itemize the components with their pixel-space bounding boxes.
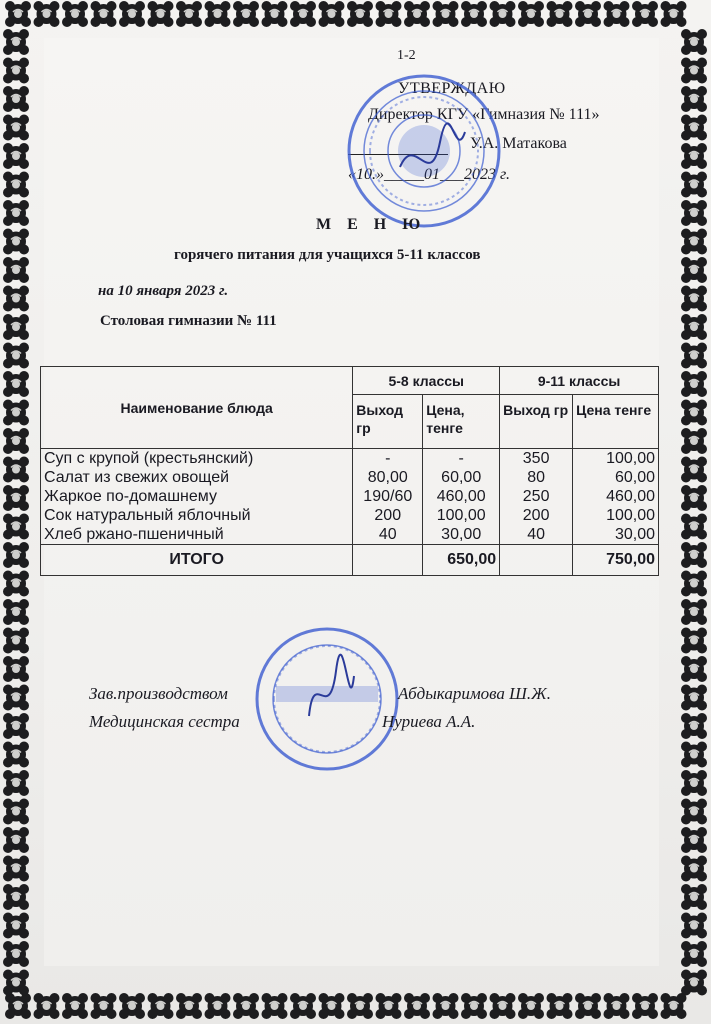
- border-ornament: [681, 742, 707, 768]
- border-ornament: [3, 485, 29, 511]
- border-ornament: [3, 343, 29, 369]
- border-ornament: [3, 86, 29, 112]
- border-ornament: [3, 827, 29, 853]
- border-ornament: [3, 115, 29, 141]
- border-ornament: [148, 1, 174, 27]
- border-ornament: [3, 770, 29, 796]
- border-ornament: [3, 314, 29, 340]
- border-ornament: [3, 172, 29, 198]
- border-ornament: [176, 993, 202, 1019]
- border-ornament: [632, 1, 658, 27]
- column-header-dish: Наименование блюда: [41, 367, 353, 449]
- border-ornament: [681, 286, 707, 312]
- cell-value: 100,00: [606, 450, 655, 467]
- border-ornament: [681, 371, 707, 397]
- cell-value: 100,00: [606, 507, 655, 524]
- border-ornament: [681, 628, 707, 654]
- menu-table: [40, 366, 659, 576]
- border-ornament: [681, 542, 707, 568]
- border-ornament: [681, 856, 707, 882]
- border-ornament: [347, 1, 373, 27]
- border-ornament: [490, 993, 516, 1019]
- border-ornament: [148, 993, 174, 1019]
- border-ornament: [547, 993, 573, 1019]
- border-ornament: [604, 993, 630, 1019]
- border-ornament: [3, 58, 29, 84]
- border-ornament: [681, 514, 707, 540]
- production-name: Абдыкаримова Ш.Ж.: [398, 684, 551, 703]
- nurse-name: Нуриева А.А.: [382, 712, 476, 731]
- border-ornament: [681, 86, 707, 112]
- border-ornament: [681, 143, 707, 169]
- cell-value: 100,00: [436, 507, 486, 524]
- official-seal-stamp: [345, 72, 503, 230]
- border-ornament: [3, 713, 29, 739]
- border-ornament: [233, 1, 259, 27]
- border-ornament: [3, 970, 29, 996]
- canteen-name: Столовая гимназии № 111: [100, 313, 277, 329]
- border-ornament: [3, 742, 29, 768]
- border-ornament: [681, 428, 707, 454]
- border-ornament: [661, 1, 687, 27]
- table-row: Салат из свежих овощей: [44, 469, 230, 486]
- table-body-row: [41, 449, 659, 545]
- border-ornament: [404, 993, 430, 1019]
- cell-value: 190/60: [363, 488, 413, 505]
- border-ornament: [681, 656, 707, 682]
- border-ornament: [205, 993, 231, 1019]
- cell-value: 40: [378, 526, 397, 543]
- border-ornament: [62, 1, 88, 27]
- border-ornament: [661, 993, 687, 1019]
- border-ornament: [681, 770, 707, 796]
- border-ornament: [3, 229, 29, 255]
- cell-value: -: [385, 450, 391, 467]
- column-group-5-8: 5-8 классы: [353, 367, 500, 395]
- cell-value: 60,00: [441, 469, 482, 486]
- yield-a-cell: [353, 449, 423, 545]
- column-header-price-a: Цена, тенге: [423, 395, 500, 449]
- border-ornament: [681, 571, 707, 597]
- border-ornament: [5, 993, 31, 1019]
- column-group-9-11: 9-11 классы: [500, 367, 659, 395]
- empty-cell: [500, 545, 573, 576]
- cell-value: 80,00: [367, 469, 408, 486]
- yield-b-cell: [500, 449, 573, 545]
- border-ornament: [3, 656, 29, 682]
- price-b-cell: [573, 449, 659, 545]
- border-ornament: [205, 1, 231, 27]
- border-ornament: [681, 257, 707, 283]
- border-ornament: [3, 941, 29, 967]
- cell-value: -: [458, 450, 464, 467]
- border-ornament: [681, 115, 707, 141]
- border-ornament: [547, 1, 573, 27]
- border-ornament: [604, 1, 630, 27]
- border-ornament: [681, 400, 707, 426]
- border-ornament: [3, 200, 29, 226]
- border-ornament: [632, 993, 658, 1019]
- production-role: Зав.производством: [89, 684, 228, 703]
- border-ornament: [681, 172, 707, 198]
- menu-subtitle: горячего питания для учащихся 5-11 классов: [174, 247, 481, 263]
- border-ornament: [3, 371, 29, 397]
- border-ornament: [376, 993, 402, 1019]
- total-price-b: 750,00: [573, 545, 659, 576]
- cell-value: 40: [527, 526, 546, 543]
- border-ornament: [3, 428, 29, 454]
- chef-seal-stamp: [254, 626, 400, 772]
- cell-value: 200: [374, 507, 402, 524]
- border-ornament: [3, 599, 29, 625]
- border-ornament: [461, 993, 487, 1019]
- price-a-cell: [423, 449, 500, 545]
- border-ornament: [376, 1, 402, 27]
- border-ornament: [3, 457, 29, 483]
- border-ornament: [3, 913, 29, 939]
- border-ornament: [575, 1, 601, 27]
- table-row: Суп с крупой (крестьянский): [44, 450, 254, 467]
- border-ornament: [5, 1, 31, 27]
- border-ornament: [3, 514, 29, 540]
- border-ornament: [575, 993, 601, 1019]
- table-header-row: [41, 367, 659, 395]
- border-ornament: [681, 941, 707, 967]
- border-ornament: [681, 314, 707, 340]
- cell-value: 60,00: [614, 469, 655, 486]
- border-ornament: [3, 856, 29, 882]
- border-ornament: [3, 799, 29, 825]
- border-ornament: [3, 571, 29, 597]
- cell-value: 250: [522, 488, 550, 505]
- border-ornament: [681, 913, 707, 939]
- border-ornament: [3, 29, 29, 55]
- menu-title: М Е Н Ю: [316, 216, 427, 233]
- border-ornament: [262, 1, 288, 27]
- border-ornament: [3, 257, 29, 283]
- border-ornament: [3, 685, 29, 711]
- cell-value: 460,00: [436, 488, 486, 505]
- border-ornament: [681, 884, 707, 910]
- border-ornament: [681, 343, 707, 369]
- border-ornament: [681, 29, 707, 55]
- border-ornament: [3, 884, 29, 910]
- border-ornament: [681, 229, 707, 255]
- menu-date: на 10 января 2023 г.: [98, 283, 229, 299]
- table-row: Жаркое по-домашнему: [44, 488, 217, 505]
- border-ornament: [681, 713, 707, 739]
- document-number: 1-2: [397, 48, 416, 63]
- border-ornament: [290, 993, 316, 1019]
- border-ornament: [119, 1, 145, 27]
- approve-heading: УТВЕРЖДАЮ: [398, 80, 506, 97]
- border-ornament: [233, 993, 259, 1019]
- empty-cell: [353, 545, 423, 576]
- border-ornament: [176, 1, 202, 27]
- border-ornament: [681, 200, 707, 226]
- cell-value: 200: [522, 507, 550, 524]
- cell-value: 30,00: [614, 526, 655, 543]
- border-ornament: [347, 993, 373, 1019]
- border-ornament: [3, 542, 29, 568]
- border-ornament: [681, 457, 707, 483]
- border-ornament: [461, 1, 487, 27]
- border-ornament: [3, 628, 29, 654]
- border-ornament: [262, 993, 288, 1019]
- border-ornament: [34, 1, 60, 27]
- border-ornament: [518, 1, 544, 27]
- column-header-yield-a: Выход гр: [353, 395, 423, 449]
- border-ornament: [518, 993, 544, 1019]
- border-ornament: [433, 993, 459, 1019]
- border-ornament: [319, 1, 345, 27]
- cell-value: 30,00: [441, 526, 482, 543]
- dish-names-cell: [41, 449, 353, 545]
- approval-date: «10.»_____01___2023 г.: [348, 166, 511, 183]
- border-ornament: [433, 1, 459, 27]
- border-ornament: [681, 58, 707, 84]
- total-row: [41, 545, 659, 576]
- border-ornament: [681, 685, 707, 711]
- border-ornament: [681, 485, 707, 511]
- border-ornament: [681, 970, 707, 996]
- nurse-role: Медицинская сестра: [89, 712, 240, 731]
- cell-value: 80: [527, 469, 546, 486]
- border-ornament: [681, 799, 707, 825]
- border-ornament: [319, 993, 345, 1019]
- border-ornament: [3, 286, 29, 312]
- border-ornament: [34, 993, 60, 1019]
- border-ornament: [290, 1, 316, 27]
- total-label: ИТОГО: [41, 545, 353, 576]
- cell-value: 460,00: [606, 488, 655, 505]
- border-ornament: [404, 1, 430, 27]
- cell-value: 350: [522, 450, 550, 467]
- border-ornament: [490, 1, 516, 27]
- border-ornament: [681, 827, 707, 853]
- director-title: Директор КГУ «Гимназия № 111»: [368, 106, 600, 123]
- border-ornament: [3, 143, 29, 169]
- total-price-a: 650,00: [423, 545, 500, 576]
- border-ornament: [62, 993, 88, 1019]
- table-row: Хлеб ржано-пшеничный: [44, 526, 224, 543]
- column-header-price-b: Цена тенге: [573, 395, 659, 449]
- border-ornament: [119, 993, 145, 1019]
- director-name: У.А. Матакова: [470, 135, 567, 152]
- column-header-yield-b: Выход гр: [500, 395, 573, 449]
- border-ornament: [3, 400, 29, 426]
- border-ornament: [91, 1, 117, 27]
- border-ornament: [681, 599, 707, 625]
- border-ornament: [91, 993, 117, 1019]
- table-row: Сок натуральный яблочный: [44, 507, 251, 524]
